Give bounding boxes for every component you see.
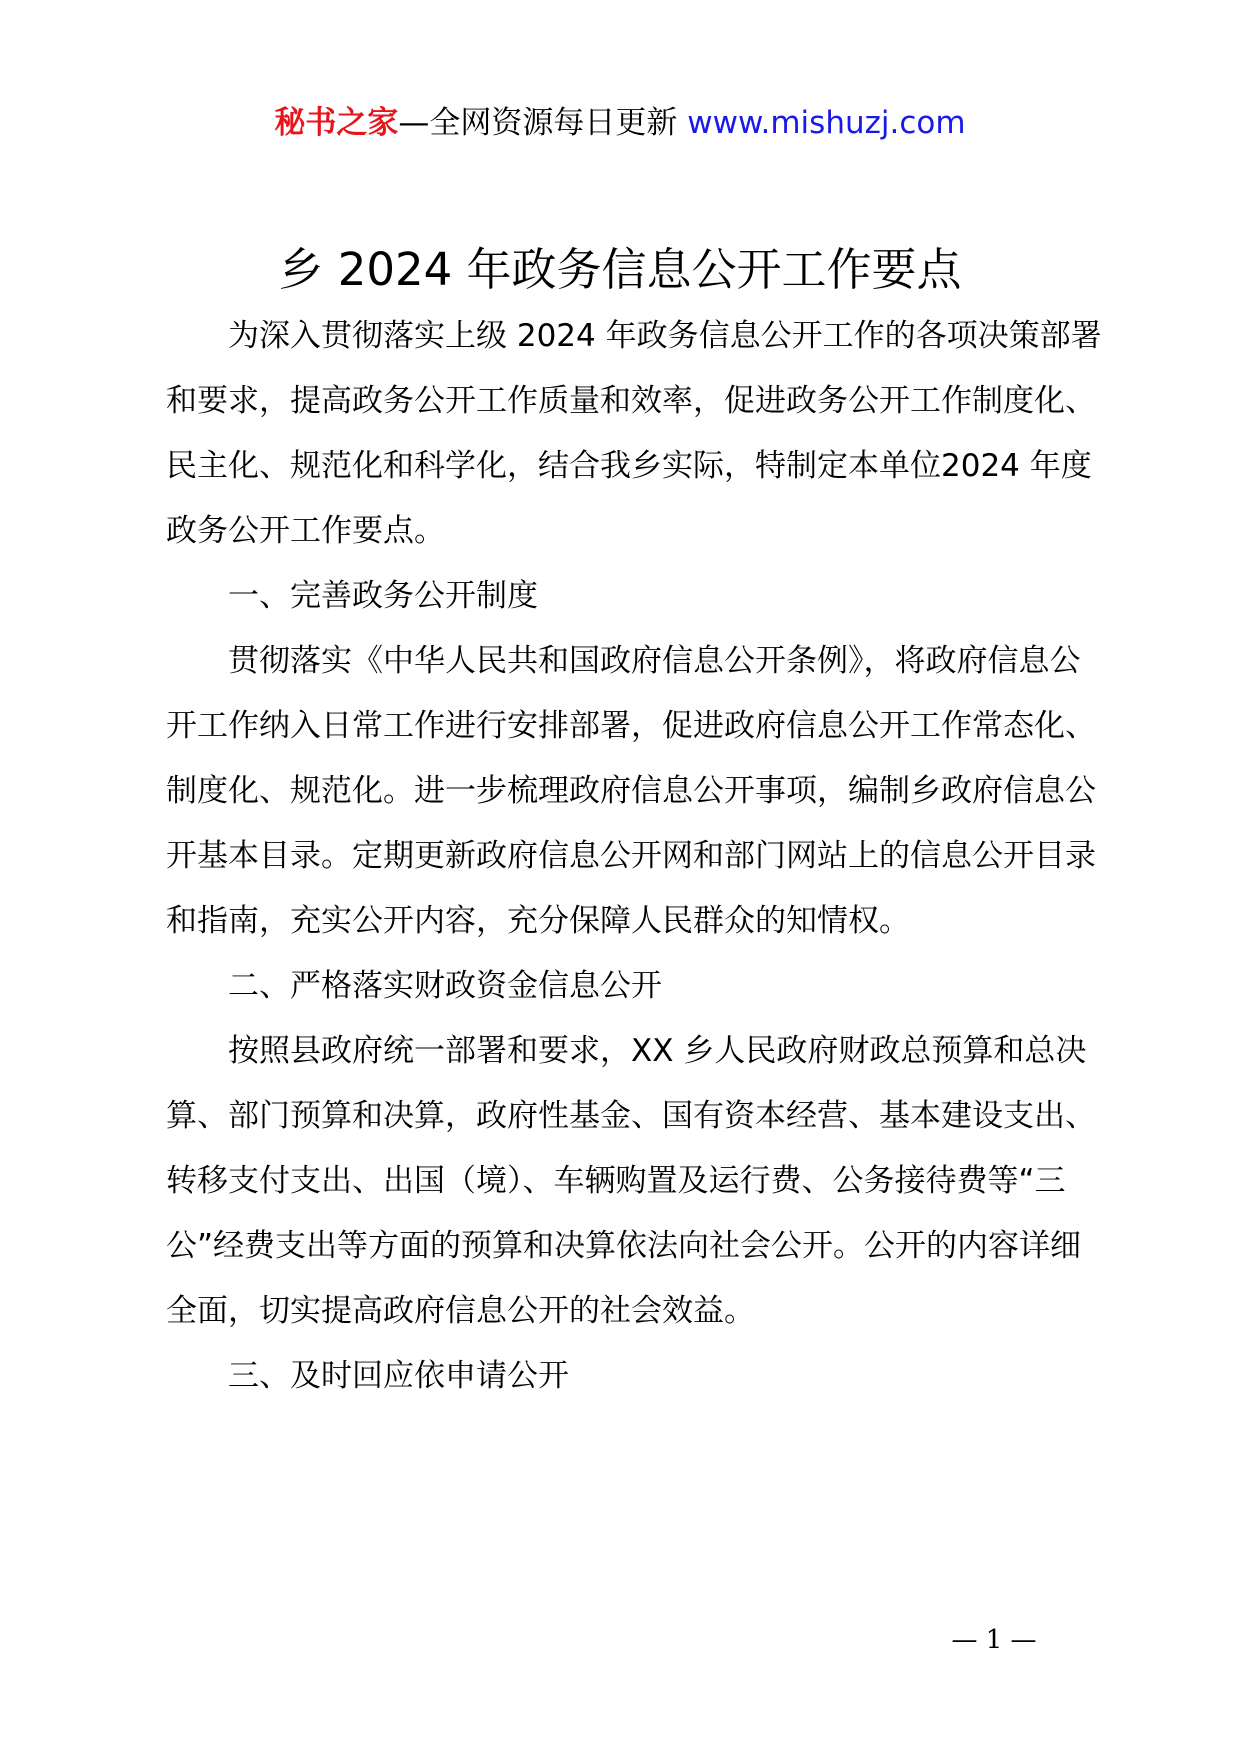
intro-paragraph: 为深入贯彻落实上级 2024 年政务信息公开工作的各项决策部署和要求，提高政务公开工作质量和效率，促进政务公开工作制度化、民主化、规范化和科学化，结合我乡实际，特制定本单位2024 年度政务公开工作要点。 — [166, 318, 1102, 549]
section-heading-1: 一、完善政务公开制度 — [228, 578, 538, 614]
section-2-paragraph: 按照县政府统一部署和要求，XX 乡人民政府财政总预算和总决算、部门预算和决算，政府性基金、国有资本经营、基本建设支出、转移支付支出、出国（境）、车辆购置及运行费、公务接待费等“三公”经费支出等方面的预算和决算依法向社会公开。公开的内容详细全面，切实提高政府信息公开的社会效益。 — [166, 1033, 1096, 1329]
site-slogan: —全网资源每日更新 — [398, 105, 678, 141]
section-heading-2: 二、严格落实财政资金信息公开 — [228, 968, 662, 1004]
document-body — [166, 304, 1106, 1409]
site-header — [0, 98, 1240, 148]
section-1-paragraph: 贯彻落实《中华人民共和国政府信息公开条例》，将政府信息公开工作纳入日常工作进行安排部署，促进政府信息公开工作常态化、制度化、规范化。进一步梳理政府信息公开事项，编制乡政府信息公开基本目录。定期更新政府信息公开网和部门网站上的信息公开目录和指南，充实公开内容，充分保障人民群众的知情权。 — [166, 643, 1096, 939]
brand-name: 秘书之家 — [274, 105, 399, 141]
site-url-link[interactable]: www.mishuzj.com — [687, 105, 966, 141]
document-title: 乡 2024 年政务信息公开工作要点 — [278, 243, 962, 296]
section-heading-3: 三、及时回应依申请公开 — [228, 1358, 569, 1394]
page-number: — 1 — — [951, 1625, 1037, 1655]
